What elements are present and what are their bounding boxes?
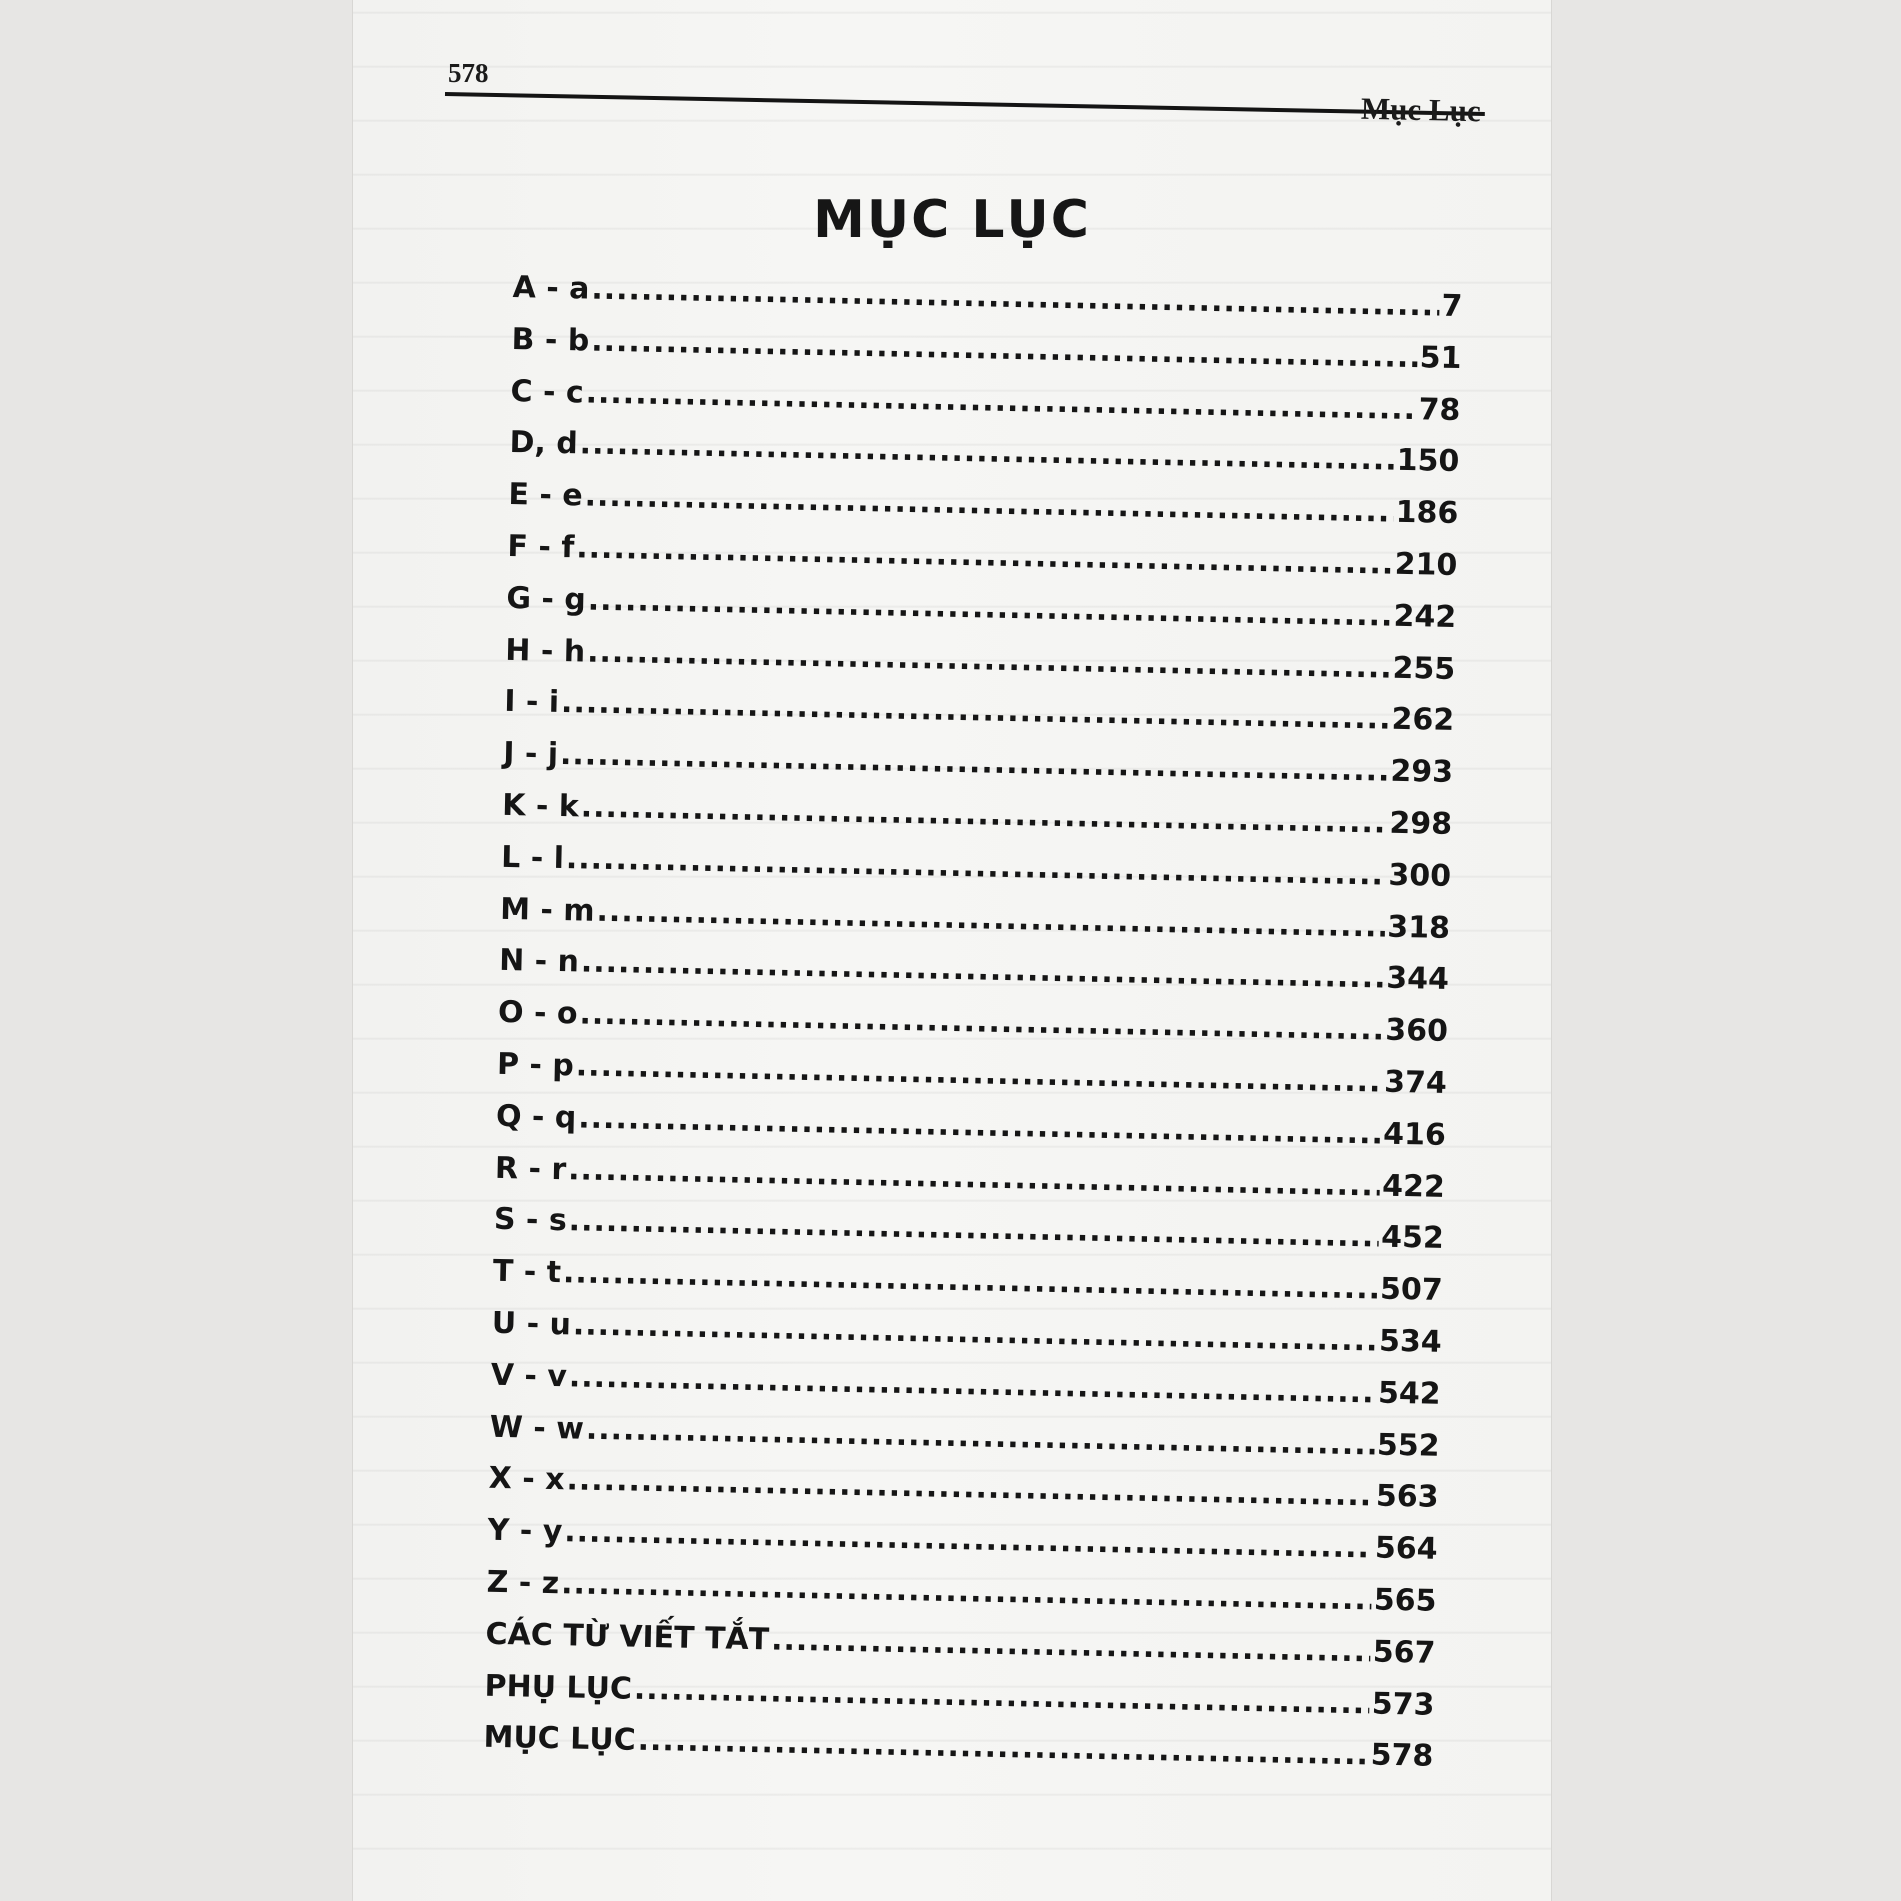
toc-entry-label: W - w [489,1409,585,1447]
toc-entry-label: D, d [509,425,579,462]
toc-entry-page: 210 [1394,546,1458,583]
toc-entry-page: 298 [1389,805,1453,842]
toc-entry-label: A - a [512,270,590,307]
toc-entry-label: Z - z [486,1564,560,1602]
toc-entry-page: 78 [1418,391,1461,428]
toc-entry-page: 564 [1374,1530,1438,1567]
toc-entry-page: 186 [1395,494,1459,532]
toc-entry-page: 416 [1382,1116,1447,1153]
toc-entry-label: P - p [496,1046,575,1084]
toc-entry-label: R - r [494,1150,567,1187]
toc-list [483,270,1463,1791]
book-page [353,0,1551,1901]
page-number: 578 [448,58,489,88]
toc-entry-label: MỤC LỤC [483,1720,637,1759]
toc-entry-page: 452 [1380,1219,1445,1257]
toc-title: MỤC LỤC [813,190,1091,250]
toc-entry-page: 318 [1387,909,1451,946]
toc-entry-page: 150 [1396,443,1460,480]
toc-entry-page: 51 [1419,340,1462,376]
toc-entry-page: 344 [1385,961,1450,998]
toc-entry-label: Q - q [495,1098,577,1136]
toc-entry-page: 507 [1379,1271,1444,1309]
toc-entry-label: H - h [505,632,586,670]
toc-entry-label: N - n [498,943,580,980]
toc-entry-label: O - o [497,995,578,1032]
toc-entry-page: 542 [1377,1375,1441,1412]
toc-entry-page: 552 [1376,1427,1440,1464]
toc-entry-label: S - s [493,1202,568,1239]
toc-entry-page: 7 [1441,288,1463,325]
toc-entry-label: J - j [502,736,559,773]
toc-entry-page: 573 [1371,1686,1435,1723]
toc-entry-page: 565 [1373,1582,1437,1619]
toc-entry-page: 262 [1391,702,1455,739]
toc-entry-label: U - u [491,1305,572,1343]
toc-entry-label: T - t [492,1253,562,1291]
toc-entry-label: C - c [510,373,585,411]
toc-entry-label: G - g [506,580,587,618]
toc-entry-label: V - v [490,1357,568,1395]
toc-entry-page: 422 [1381,1168,1446,1205]
toc-entry-label: Y - y [487,1512,563,1550]
toc-entry-page: 293 [1390,753,1454,791]
toc-entry-page: 563 [1375,1478,1439,1516]
toc-entry-label: CÁC TỪ VIẾT TẮT [485,1616,770,1658]
toc-entry-label: B - b [511,321,590,359]
toc-entry-page: 255 [1392,650,1456,687]
toc-entry-page: 567 [1372,1634,1436,1671]
toc-entry-page: 300 [1388,857,1452,894]
toc-entry-label: PHỤ LỤC [484,1668,633,1707]
toc-entry-page: 360 [1384,1012,1449,1050]
toc-entry-label: I - i [503,684,560,721]
toc-entry-page: 578 [1370,1737,1434,1775]
toc-entry-label: X - x [488,1461,565,1498]
dot-leader [591,272,1440,324]
running-head: Mục Lục [1360,90,1482,129]
toc-entry-page: 374 [1383,1064,1448,1101]
header-rule [445,92,1485,116]
toc-entry-label: M - m [499,891,595,929]
toc-entry-page: 242 [1393,598,1457,635]
toc-entry-label: K - k [501,787,580,825]
toc-entry-label: E - e [508,477,584,514]
toc-entry-label: L - l [500,839,565,876]
toc-entry-page: 534 [1378,1323,1443,1360]
toc-entry-label: F - f [507,528,575,566]
